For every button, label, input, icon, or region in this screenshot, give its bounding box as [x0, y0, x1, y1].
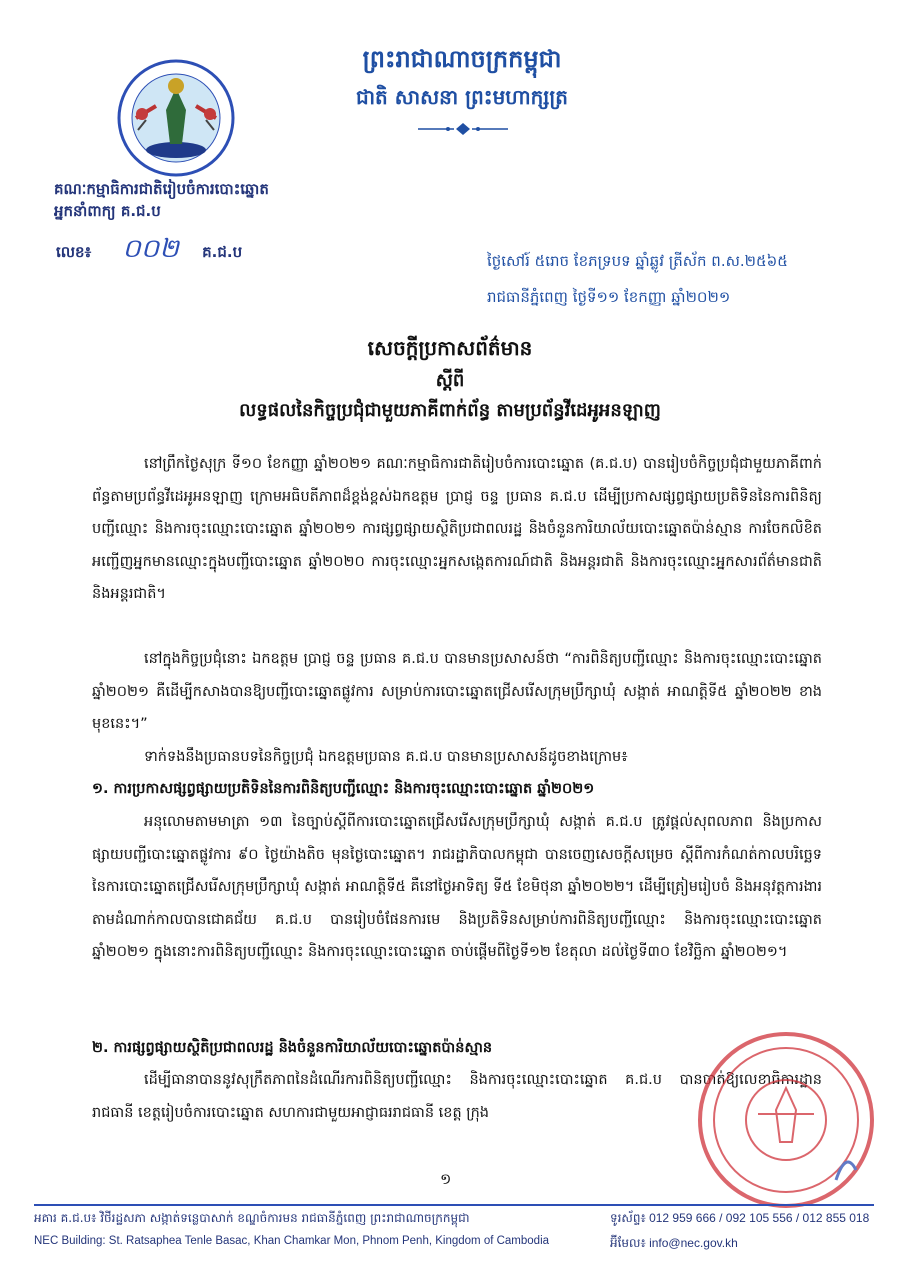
solar-date: រាជធានីភ្នំពេញ ថ្ងៃទី១១ ខែកញ្ញា ឆ្នាំ២០២១ — [487, 288, 731, 306]
kingdom-heading: ព្រះរាជាណាចក្រកម្ពុជា — [362, 45, 562, 73]
ornament-divider-icon — [418, 122, 508, 136]
spokesperson-title: អ្នកនាំពាក្យ គ.ជ.ប — [54, 202, 161, 220]
letter-number-label: លេខ៖ — [56, 243, 92, 261]
lunar-date: ថ្ងៃសៅរ៍ ៥រោច ខែភទ្របទ ឆ្នាំឆ្លូវ ត្រីស័ក ព.ស.២៥៦៥ — [487, 252, 788, 270]
document-subject: លទ្ធផលនៃកិច្ចប្រជុំជាមួយភាគីពាក់ព័ន្ធ តាមប្រព័ន្ធវីដេអូអនឡាញ — [239, 400, 661, 421]
paragraph-5: ដើម្បីធានាបាននូវសុក្រឹតភាពនៃដំណើរការពិនិត្យបញ្ជីឈ្មោះ និងការចុះឈ្មោះបោះឆ្នោត គ.ជ.ប បានចាត់ឱ្យលេខាធិការដ្ឋានរាជធានី ខេត្តរៀបចំការបោះឆ្នោត សហការជាមួយអាជ្ញាធររាជធានី ខេត្ត ក្រុង — [92, 1072, 822, 1121]
national-motto: ជាតិ សាសនា ព្រះមហាក្សត្រ — [356, 85, 568, 109]
document-title: សេចក្តីប្រកាសព័ត៌មាន — [367, 336, 533, 360]
letter-number-row — [56, 232, 242, 270]
footer-phone: ទូរស័ព្ទ៖ 012 959 666 / 092 105 556 / 012 855 018 — [610, 1211, 870, 1225]
footer-address-english: NEC Building: St. Ratsaphea Tenle Basac, Khan Chamkar Mon, Phnom Penh, Kingdom of Cambodia — [34, 1235, 550, 1247]
paragraph-1: នៅព្រឹកថ្ងៃសុក្រ ទី១០ ខែកញ្ញា ឆ្នាំ២០២១ គណៈកម្មាធិការជាតិរៀបចំការបោះឆ្នោត (គ.ជ.ប) បានរៀបចំកិច្ចប្រជុំជាមួយភាគីពាក់ព័ន្ធតាមប្រព័ន្ធវីដេអូអនឡាញ ក្រោមអធិបតីភាពដ៏ខ្ពង់ខ្ពស់ឯកឧត្តម ប្រាជ្ញ ចន្ទ ប្រធាន គ.ជ.ប ដើម្បីប្រកាសផ្សព្វផ្សាយប្រតិទិននៃការពិនិត្យបញ្ជីឈ្មោះ និងការចុះឈ្មោះបោះឆ្នោត ឆ្នាំ២០២១ ការផ្សព្វផ្សាយស្ថិតិប្រជាពលរដ្ឋ និងចំនួនការិយាល័យបោះឆ្នោតប៉ាន់ស្មាន ការចែកលិខិតអញ្ជើញអ្នកមានឈ្មោះក្នុងបញ្ជីបោះឆ្នោត ឆ្នាំ២០២០ ការចុះឈ្មោះអ្នកសង្កេតការណ៍ជាតិ និងអន្តរជាតិ និងការចុះឈ្មោះអ្នកសារព័ត៌មានជាតិ និងអន្តរជាតិ។ — [92, 456, 822, 602]
section-heading-2: ២. ការផ្សព្វផ្សាយស្ថិតិប្រជាពលរដ្ឋ និងចំនួនការិយាល័យបោះឆ្នោតប៉ាន់ស្មាន — [92, 1040, 493, 1056]
footer-address-khmer: អគារ គ.ជ.ប៖ វិថីរដ្ឋសភា សង្កាត់ទន្លេបាសាក់ ខណ្ឌចំការមន រាជធានីភ្នំពេញ ព្រះរាជាណាចក្រកម្ពុជា — [34, 1211, 470, 1225]
paragraph-2: នៅក្នុងកិច្ចប្រជុំនោះ ឯកឧត្តម ប្រាជ្ញ ចន្ទ ប្រធាន គ.ជ.ប បានមានប្រសាសន៍ថា “ការពិនិត្យបញ្ជីឈ្មោះ និងការចុះឈ្មោះបោះឆ្នោត ឆ្នាំ២០២១ គឺដើម្បីកសាងបានឱ្យបញ្ជីបោះឆ្នោតផ្លូវការ សម្រាប់ការបោះឆ្នោតជ្រើសរើសក្រុមប្រឹក្សាឃុំ សង្កាត់ អាណត្តិទី៥ ឆ្នាំ២០២២ ខាងមុខនេះ។” — [92, 651, 822, 732]
paragraph-4: អនុលោមតាមមាត្រា ១៣ នៃច្បាប់ស្តីពីការបោះឆ្នោតជ្រើសរើសក្រុមប្រឹក្សាឃុំ សង្កាត់ គ.ជ.ប ត្រូវផ្តល់សុពលភាព និងប្រកាសផ្សាយបញ្ជីបោះឆ្នោតផ្លូវការ ៩០ ថ្ងៃយ៉ាងតិច មុនថ្ងៃបោះឆ្នោត។ រាជរដ្ឋាភិបាលកម្ពុជា បានចេញសេចក្តីសម្រេច ស្តីពីការកំណត់កាលបរិច្ឆេទនៃការបោះឆ្នោតជ្រើសរើសក្រុមប្រឹក្សាឃុំ សង្កាត់ អាណត្តិទី៥ គឺនៅថ្ងៃអាទិត្យ ទី៥ ខែមិថុនា ឆ្នាំ២០២២។ ដើម្បីត្រៀមរៀបចំ និងអនុវត្តការងារតាមដំណាក់កាលបានជោគជ័យ គ.ជ.ប បានរៀបចំផែនការមេ និងប្រតិទិនសម្រាប់ការពិនិត្យបញ្ជីឈ្មោះ និងការចុះឈ្មោះបោះឆ្នោត ឆ្នាំ២០២១ ក្នុងនោះការពិនិត្យបញ្ជីឈ្មោះ និងការចុះឈ្មោះបោះឆ្នោត ចាប់ផ្តើមពីថ្ងៃទី១២ ខែតុលា ដល់ថ្ងៃទី៣០ ខែវិច្ឆិកា ឆ្នាំ២០២១។ — [92, 814, 822, 960]
section-heading-1: ១. ការប្រកាសផ្សព្វផ្សាយប្រតិទិននៃការពិនិត្យបញ្ជីឈ្មោះ និងការចុះឈ្មោះបោះឆ្នោត ឆ្នាំ២០២១ — [92, 781, 595, 797]
nec-emblem-logo — [116, 58, 236, 178]
letter-number-value: ០០២ — [122, 234, 179, 264]
page-number: ១ — [440, 1170, 452, 1188]
paragraph-3: ទាក់ទងនឹងប្រធានបទនៃកិច្ចប្រជុំ ឯកឧត្តមប្រធាន គ.ជ.ប បានមានប្រសាសន៍ដូចខាងក្រោម៖ — [144, 749, 628, 765]
footer-email: អ៊ីមែល៖ info@nec.gov.kh — [610, 1236, 738, 1250]
official-seal-stamp — [696, 1030, 876, 1210]
committee-name: គណៈកម្មាធិការជាតិរៀបចំការបោះឆ្នោត — [54, 180, 269, 198]
issuer-block — [54, 178, 484, 222]
document-about: ស្តីពី — [435, 370, 465, 391]
letter-number-suffix: គ.ជ.ប — [202, 243, 243, 261]
footer-divider — [34, 1204, 874, 1206]
